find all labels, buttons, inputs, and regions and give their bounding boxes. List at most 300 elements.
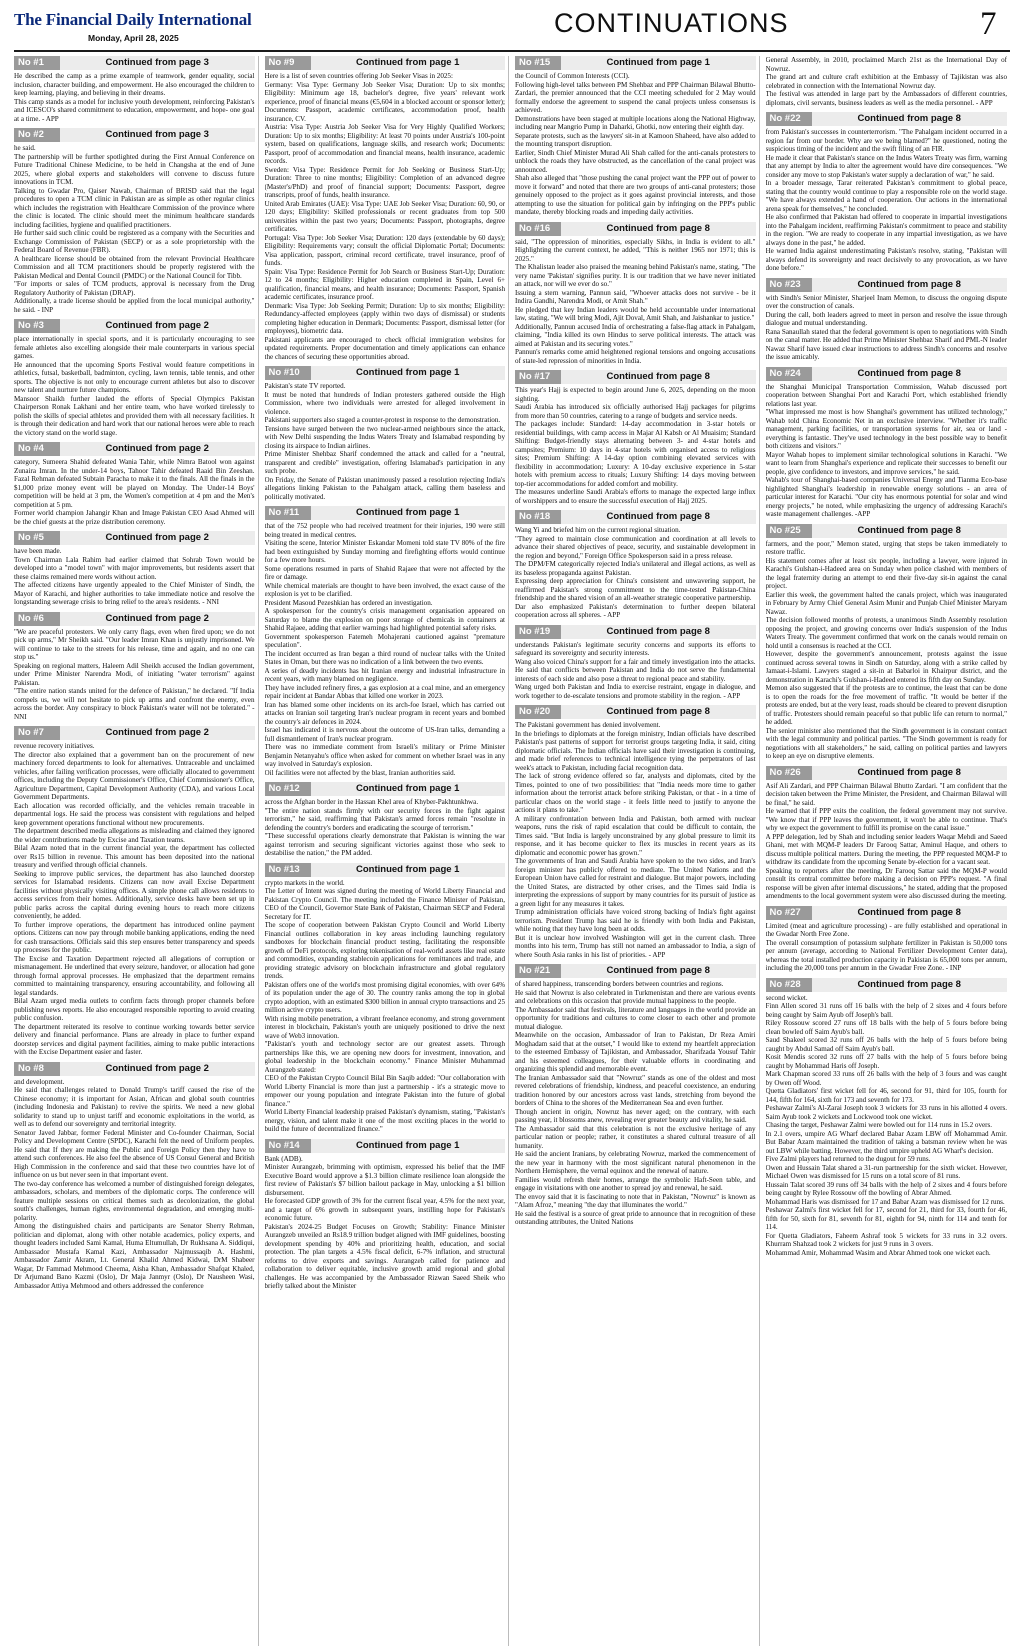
story-paragraph: Hussain Talat scored 39 runs off 34 balls with the help of 2 sixes and 4 fours before being caught by Rylee Rossouw off the bowling of Abrar Ahmed. <box>765 1180 1007 1197</box>
story-number: No #16 <box>515 222 561 236</box>
story-body <box>515 980 756 1227</box>
story-paragraph: It must be noted that hundreds of Indian protesters gathered outside the High Commission, where two individuals were arrested for alleged involvement in violence. <box>264 390 505 416</box>
story-paragraph: Senator Javed Jabbar, former Federal Minister and Co-founder Chairman, Social Policy and Development Centre (SPDC), Karachi felt the need of Uniform peoples. He said that If they are making the Public and Foreign Policy then they have to attend such conferences. He also feel the absence of US Consul General and British High Commission in the conference and said that these two countries have lot of influence on us but never seen in that important event. <box>14 1128 255 1179</box>
story-block <box>766 278 1008 362</box>
story-block <box>515 705 756 959</box>
story-paragraph: Wang also voiced China's support for a fair and timely investigation into the attacks. He said that conflicts between Pakistan and India do not serve the fundamental interests of each side and also pose a threat to regional peace and stability. <box>515 657 756 683</box>
columns-container <box>14 56 1010 1646</box>
story-paragraph: This camp stands as a model for inclusive youth development, reinforcing Pakistan's and ICESCO's shared commitment to education, empowerment, and hope- one goal at a time. - APP <box>14 97 255 123</box>
story-paragraph: Pannun's remarks come amid heightened regional tensions and ongoing accusations of state-led repression of minorities in India. <box>515 348 756 365</box>
story-paragraph: Memon also suggested that if the protests are to continue, the least that can be done is to open the roads for the free movement of traffic. "It would be better if the protests are ended, but at the very least, roads should be cleared to prevent disruption of traffic. Protesters should remain peaceful so that public life can return to normal," he added. <box>765 684 1008 726</box>
story-paragraph: Bilal Azam noted that in the current financial year, the department has collected over Rs15 billion in revenue. This amount has been deposited into the national treasury and verified through official channels. <box>14 844 255 869</box>
page-number: 7 <box>980 6 997 42</box>
story-body <box>766 383 1008 519</box>
story-paragraph: He also confirmed that Pakistan had offered to cooperate in impartial investigations into the Pahalgam incident, reaffirming Pakistan's commitment to peace and stability in the region. "We are ready to cooperate in any impartial investigation, as we have always done in the past," he added. <box>765 213 1007 247</box>
story-paragraph: Earlier, Sindh Chief Minister Murad Ali Shah called for the anti-canals protesters to unblock the roads they have obstructed, as the cancellation of the canal project was announced. <box>515 148 756 174</box>
story-number: No #10 <box>265 366 311 380</box>
story-block <box>515 964 756 1227</box>
story-paragraph: Bank (ADB). <box>264 1154 303 1163</box>
story-number: No #20 <box>515 705 561 719</box>
story-block <box>265 506 506 777</box>
story-body <box>515 526 756 620</box>
continued-from-label: Continued from page 2 <box>60 1062 255 1076</box>
story-paragraph: This year's Hajj is expected to begin around June 6, 2025, depending on the moon sighting. <box>515 386 756 403</box>
story-paragraph: Finn Allen scored 31 runs off 16 balls with the help of 2 sixes and 4 fours before being caught by Saim Ayub off Joseph's ball. <box>765 1002 1007 1019</box>
story-paragraph: The Excise and Taxation Department rejected all allegations of corruption or mismanagement. He underlined that every seizure, handover, or allocation had gone through formal approval processes. He emphasized that the department remains committed to maintaining transparency, ensuring accountability, and following all legal standards. <box>14 954 255 997</box>
story-paragraph: with Sindh's Senior Minister, Sharjeel Inam Memon, to discuss the ongoing dispute over the construction of canals. <box>765 293 1007 310</box>
continued-from-label: Continued from page 2 <box>60 612 255 626</box>
story-body <box>515 641 756 701</box>
story-paragraph: He further said such clinic could be registered as a company with the Securities and Exchange Commission of Pakistan (SECP) or as a sole proprietorship with the Federal Board of Revenue (FBR). <box>14 229 255 254</box>
story-paragraph: Chasing the target, Peshawar Zalmi were bowled out for 114 runs in 15.2 overs. <box>765 1121 993 1129</box>
story-paragraph: "They agreed to maintain close communication and coordination at all levels to advance their shared objectives of peace, security, and sustainable development in the region and beyond," Foreign Office Spokesperson said in a press release. <box>515 534 756 560</box>
story-paragraph: The affected citizens have urgently appealed to the Chief Minister of Sindh, the Mayor of Karachi, and higher authorities to take immediate notice and resolve the longstanding sewerage crisis to bring relief to the area's residents. - NNI <box>14 581 255 606</box>
story-paragraph: With rising mobile penetration, a vibrant freelance economy, and strong government interest in blockchain, Pakistan's youth are uniquely positioned to drive the next wave of Web3 innovation. <box>264 1014 505 1040</box>
story-number: No #11 <box>265 506 311 520</box>
story-paragraph: The Pakistani government has denied involvement. <box>515 721 661 729</box>
story-paragraph: Limited (meat and agriculture processing) - are fully established and operational in the Gwadar North Free Zone. <box>765 921 1007 938</box>
continued-from-label: Continued from page 3 <box>60 128 255 142</box>
story-header <box>265 366 506 380</box>
story-block <box>766 367 1008 519</box>
story-header <box>265 863 506 877</box>
story-paragraph: The two-day conference has welcomed a number of distinguished foreign delegates, ambassadors, scholars, and members of the diplomatic corps. The conference will feature multiple sessions on critical themes such as decolonization, the global south's challenges, human rights, environmental degradation, and emerging multi-polarity. <box>14 1179 255 1222</box>
story-paragraph: He made it clear that Pakistan's stance on the Indus Waters Treaty was firm, warning that any attempt by India to alter the agreement would have dire consequences. "We consider any move to stop Pakistan's water supply a declaration of war," he said. <box>765 153 1007 179</box>
story-body <box>14 144 255 314</box>
story-paragraph: Demonstrations have been staged at multiple locations along the National Highway, including near Mangrio Pump in Daharki, Ghotki, now entering their eighth day. <box>515 114 756 131</box>
story-paragraph: CEO of the Pakistan Crypto Council Bilal Bin Saqib added: "Our collaboration with World Liberty Financial is more than just a partnership - it's a strategic move to empower our young population and integrate Pakistan into the future of global finance." <box>264 1074 505 1108</box>
story-paragraph: To further improve operations, the department has introduced online payment options. Citizens can now pay through mobile banking applications, ending the need for cash transactions. Officials said this step ensures better transparency and speeds up processes for the public. <box>14 920 255 954</box>
continued-from-label: Continued from page 8 <box>812 112 1008 126</box>
story-paragraph: Former world champion Jahangir Khan and Image Pakistan CEO Asad Ahmed will be the chief guests at the prize distribution ceremony. <box>14 509 255 526</box>
story-block <box>14 319 255 437</box>
story-paragraph: The Iranian Ambassador said that "Nowruz" stands as one of the oldest and most revered celebrations of friendship, kindness, and peaceful coexistence, an enduring tradition honored by our ancestors across vast lands, stretching from beyond the borders of China to the shores of the Mediterranean Sea and even further. <box>515 1073 756 1107</box>
story-paragraph: The packages include: Standard: 14-day accommodation in 3-star hotels or residential buildings, with camp access in Majar Al Kabsh or Al Muaisim; Standard Shifting: Budget-friendly stays alternating between 3- and 4-star hotels and campsites; Premium: 10 days in 4-star hotels with organised access to religious sites; Premium Shifting: A 14-day option combining elevated services with flexibility in accommodation; Luxury: A 10-day exclusive experience in 5-star hotels with premium access to rituals; Luxury Shifting: 14 days moving between top-tier accommodations for added comfort and mobility. <box>515 420 756 488</box>
story-paragraph: A series of deadly incidents has hit Iranian energy and industrial infrastructure in recent years, with many blamed on negligence. <box>264 666 505 683</box>
story-header <box>515 964 756 978</box>
story-body <box>265 798 506 858</box>
story-paragraph: place internationally in special sports, and it is particularly encouraging to see female athletes also excelling alongside their male counterparts in various special games. <box>14 335 255 360</box>
story-block <box>265 366 506 501</box>
story-block <box>265 782 506 858</box>
story-body <box>766 128 1008 273</box>
story-number: No #17 <box>515 370 561 384</box>
story-number: No #6 <box>14 612 60 626</box>
continued-from-label: Continued from page 8 <box>561 625 756 639</box>
story-header <box>14 726 255 740</box>
story-paragraph: Mohammad Haris was dismissed for 17 and Babar Azam was dismissed for 12 runs. <box>765 1197 1005 1206</box>
story-paragraph: and development. <box>14 1077 65 1086</box>
story-header <box>14 319 255 333</box>
story-paragraph: The scope of cooperation between Pakistan Crypto Council and World Liberty Financial outlines collaboration in key areas including launching regulatory sandboxes for blockchain financial product testing, facilitating the responsible growth of DeFi protocols, exploring tokenisation of real-world assets like real estate and commodities, expanding stablecoin applications for remittances and trade, and providing strategic advisory on blockchain infrastructure and global regulatory trends. <box>264 921 505 980</box>
continued-from-label: Continued from page 8 <box>561 222 756 236</box>
story-header <box>265 56 506 70</box>
story-paragraph: Pakistani applicants are encouraged to check official immigration websites for updated requirements. Proper documentation and timely applications can enhance the chances of securing these opportunities abroad. <box>264 335 505 361</box>
story-number: No #22 <box>766 112 812 126</box>
story-header <box>14 612 255 626</box>
story-paragraph: Mark Chapman scored 33 runs off 26 balls with the help of 3 fours and was caught by Owen off Wood. <box>765 1070 1007 1087</box>
story-paragraph: The measures underline Saudi Arabia's efforts to manage the expected large influx of worshippers and to ensure the successful execution of Hajj 2025. <box>515 488 756 505</box>
continued-from-label: Continued from page 1 <box>311 366 506 380</box>
story-number: No #14 <box>265 1139 311 1153</box>
story-body <box>14 628 255 722</box>
story-paragraph: World Liberty Financial leadership praised Pakistan's dynamism, stating, "Pakistan's energy, vision, and talent make it one of the most exciting places in the world to build the future of decentralized finance." <box>264 1108 505 1133</box>
story-body <box>766 994 1008 1258</box>
story-paragraph: Shah also alleged that "those pushing the canal project want the PPP out of power to move it forward" and noted that there are two groups of anti-canal protesters; those genuinely opposed to the project as it goes against provincial interests, and those attempting to use the situation for political gain by infringing on the PPP's public mandate, thereby blocking roads and impeding daily activities. <box>515 174 756 216</box>
story-paragraph: "The entire nation stands firmly with our security forces in the fight against terrorism," he said, reaffirming that Pakistan's armed forces remain "resolute in defending the country's borders and eradicating the scourge of terrorism." <box>264 806 505 832</box>
story-paragraph: Some operations resumed in parts of Shahid Rajaee that were not affected by the fire or damage. <box>264 564 505 581</box>
story-body <box>265 382 506 501</box>
story-paragraph: "What impressed me most is how Shanghai's government has utilized technology," Wahab told China Economic Net in an exclusive interview. "Whether it's traffic management, parking facilities, or transportation systems for air, sea or land - everything is fantastic. They've used technology in the best possible way to benefit both citizens and visitors." <box>765 408 1007 450</box>
story-paragraph: Talking to Gwadar Pro, Qaiser Nawab, Chairman of BRISD said that the legal procedures to open a TCM clinic in Pakistan are as simple as other regular clinics which includes the registration with Healthcare Commission of the province where the clinic is located. The clinic should meet the minimum healthcare standards including facilities, hygiene and qualified practitioners. <box>14 186 255 229</box>
story-paragraph: Speaking on regional matters, Haleem Adil Sheikh accused the Indian government, under Prime Minister Narendra Modi, of initiating "water terrorism" against Pakistan. <box>14 661 255 687</box>
story-paragraph: of shared happiness, transcending borders between countries and regions. <box>515 980 724 988</box>
column-1 <box>14 56 259 1646</box>
story-block <box>265 1139 506 1291</box>
story-number: No #23 <box>766 278 812 292</box>
story-paragraph: Bilal Azam urged media outlets to confirm facts through proper channels before publishing news reports. He also encouraged responsible reporting to avoid creating public confusion. <box>14 997 255 1022</box>
story-number: No #8 <box>14 1062 60 1076</box>
story-paragraph: But it is unclear how involved Washington will get in the current clash. Three months into his term, Trump has still not named an ambassador to India, a sign of where South Asia ranks in his list of priorities. - APP <box>515 933 756 959</box>
story-header <box>766 112 1008 126</box>
story-paragraph: He forecasted GDP growth of 3% for the current fiscal year, 4.5% for the next year, and a target of 6% growth in subsequent years, instilling hope for Pakistan's economic future. <box>264 1197 505 1222</box>
continued-from-label: Continued from page 2 <box>60 319 255 333</box>
story-paragraph: Issuing a stern warning, Pannun said, "Whoever attacks does not survive - be it Indira Gandhi, Narendra Modi, or Amit Shah." <box>515 288 756 305</box>
story-paragraph: Wang Yi and briefed him on the current regional situation. <box>515 526 681 534</box>
continued-from-label: Continued from page 1 <box>311 56 506 70</box>
story-paragraph: "These successful operations clearly demonstrate that Pakistan is winning the war against terrorism and securing significant victories against those who seek to destabilise the nation," the PM added. <box>264 832 505 857</box>
story-paragraph: said, "The oppression of minorities, especially Sikhs, in India is evident to all." Highlighting the current context, he added, "This is neither 1965 nor 1971; this is 2025." <box>515 237 756 263</box>
story-number: No #12 <box>265 782 311 796</box>
story-paragraph: Saud Shakeel scored 32 runs off 26 balls with the help of 5 fours before being caught by Abdul Samad off Saim Ayub's ball. <box>765 1036 1007 1053</box>
story-paragraph: The decision followed months of protests, a unanimous Sindh Assembly resolution opposing the project, and growing concerns over India's suspension of the Indus Waters Treaty. The government confirmed that work on the canals would remain on hold until a consensus is reached at the CCI. <box>765 616 1007 650</box>
story-paragraph: the Shanghai Municipal Transportation Commission, Wahab discussed port cooperation between Shanghai Port and Karachi Port, which established friendly relations last year. <box>765 382 1007 408</box>
continued-from-label: Continued from page 8 <box>812 278 1008 292</box>
story-body <box>265 522 506 777</box>
story-block <box>265 863 506 1134</box>
story-header <box>515 222 756 236</box>
story-paragraph: "The entire nation stands united for the defence of Pakistan," he declared. "If India compels us, we will not hesitate to pick up arms and confront the enemy, even across the border. Any conspiracy to block Pakistan's water will not be tolerated." - NNI <box>14 687 255 721</box>
continued-from-label: Continued from page 8 <box>561 705 756 719</box>
story-paragraph: He described the camp as a prime example of teamwork, gender equality, social inclusion, character building, and empowerment. He also encouraged the children to keep learning, playing, and believing in their dreams. <box>14 72 255 97</box>
story-paragraph: Saudi Arabia has introduced six officially authorised Hajj packages for pilgrims from more than 50 countries, catering to a range of budgets and service needs. <box>515 403 756 420</box>
story-paragraph: The governments of Iran and Saudi Arabia have spoken to the two sides, and Iran's foreign minister has publicly offered to mediate. The United Nations and the European Union have called for restraint and dialogue. But major powers, including the United States, are distracted by other crises, and the Times said India is interpreting the expressions of support by many countries for its pursuit of justice as a green light for any measures it takes. <box>515 857 756 908</box>
story-paragraph: Sweden: Visa Type: Residence Permit for Job Seeking or Business Start-Up; Duration: Three to nine months; Eligibility: Completion of an advanced degree (Master's/PhD) and proof of financial support; Documents: Passport, degree transcripts, proof of funds, health insurance. <box>264 165 505 199</box>
story-paragraph: "For imports or sales of TCM products, approval is necessary from the Drug Regulatory Authority of Pakistan (DRAP). <box>14 280 255 297</box>
story-paragraph: A spokesperson for the country's crisis management organisation appeared on Saturday to blame the explosion on poor storage of chemicals in containers at Shahid Rajaee, adding that earlier warnings had highlighted potential safety risks. <box>264 607 505 632</box>
story-number: No #1 <box>14 56 60 70</box>
continued-from-label: Continued from page 3 <box>60 56 255 70</box>
story-paragraph: Five Zalmi players had returned to the dugout for 59 runs. <box>765 1155 931 1163</box>
story-body <box>14 742 255 1057</box>
story-paragraph: He warned that if PPP exits the coalition, the federal government may not survive. "We know that if PPP leaves the government, it won't be able to continue. That's why we expect the government to fulfill its promise on the canal issue." <box>765 807 1007 832</box>
story-paragraph: "Pakistan's youth and technology sector are our greatest assets. Through partnerships like this, we are opening new doors for investment, innovation, and global leadership in the blockchain economy." Finance Minister Muhammad Aurangzeb stated: <box>264 1040 505 1074</box>
story-paragraph: Following high-level talks between PM Shehbaz and PPP Chairman Bilawal Bhutto-Zardari, the premier announced that the CCI meeting scheduled for 2 May would formally endorse the agreement to suspend the canal projects unless consensus is achieved. <box>515 80 756 114</box>
story-number: No #9 <box>265 56 311 70</box>
story-block <box>515 56 756 217</box>
story-paragraph: Denmark: Visa Type: Job Seeking Permit; Duration: Up to six months; Eligibility: Redundancy-affected employees (apply within two days of dismissal) or students completing higher education in Denmark; Documents: Passport, dismissal letter (for employees), biometric data. <box>264 301 505 335</box>
story-paragraph: Germany: Visa Type: Germany Job Seeker Visa; Duration: Up to six months; Eligibility: Minimum age 18, bachelor's degree, five years' relevant work experience, proof of financial means (€5,604 in a blocked account or sponsor letter); Documents: Passport, academic certificates, accommodation proof, health insurance, CV. <box>264 80 505 123</box>
story-block <box>14 128 255 314</box>
story-body <box>515 72 756 217</box>
continued-from-label: Continued from page 2 <box>60 726 255 740</box>
masthead <box>0 0 1022 52</box>
story-body <box>14 458 255 526</box>
story-number: No #3 <box>14 319 60 333</box>
story-number: No #18 <box>515 510 561 524</box>
story-block <box>515 625 756 701</box>
story-paragraph: Among the distinguished chairs and participants are Senator Sherry Rehman, politician and diplomat, along with other notable academics, policy experts, and thought leaders included Sami Kamal, Huma Eltumullah, Dr Rukhsana A. Siddiqui, Ambassador Mustafa Kamal Kazi, Ambassador Najmussaqib A. Hashmi, Ambassador Zamir Akram, Lt. General Khalid Ahmed Kidwai, DrM Shabeer Wagar, Dr Fammad Mehmood Cheema, Aisha Khan, Ambassador Shafqat Khaled, Dr Arjumand Bano Kazmi (Oslo), Dr Maja Janmyr (Oslo), Dr Nausheen Wasi, Ambassador Attiya Mehmood and others addressed the conference <box>14 1222 255 1290</box>
column-4 <box>766 56 1011 1646</box>
story-paragraph: Iran has blamed some other incidents on its arch-foe Israel, which has carried out attacks on Iranian soil targeting Iran's nuclear program in recent years and bombed the country's air defences in 2024. <box>264 700 505 726</box>
story-paragraph: There was no immediate comment from Israeli's military or Prime Minister Benjamin Netanyahu's office when asked for comment on whether Israel was in any way involved in Saturday's explosion. <box>264 743 505 768</box>
story-paragraph: Israel has indicated it is nervous about the outcome of US-Iran talks, demanding a full dismantlement of Iran's nuclear program. <box>264 726 505 743</box>
story-paragraph: Dar also emphasized Pakistan's determination to further deepen bilateral cooperation across all spheres. - APP <box>515 602 756 619</box>
story-paragraph: The overall consumption of potassium sulphate fertilizer in Pakistan is 50,000 tons per annum (average, according to National Fertilizer Development Center data), whereas the total installed production capacity in Pakistan is 65,000 tons per annum, including the 20,000 tons per annum in the Gwadar Free Zone. - INP <box>765 938 1007 972</box>
story-paragraph: Seeking to improve public services, the department has also launched doorstep services for Islamabad residents. Citizens can now avail Excise Department facilities without physically visiting offices. A simple phone call allows residents to access services from their homes. Additionally, service desks have been set up in public parks across the capital during evening hours to reach more citizens conveniently, he added. <box>14 869 255 920</box>
continued-from-label: Continued from page 8 <box>812 367 1008 381</box>
story-paragraph: he said. <box>14 144 36 152</box>
story-paragraph: Wahab's tour of Shanghai-based companies Universal Energy and Tianma Eco-base highlighted Shanghai's leadership in renewable energy solutions - an area of particular interest for Karachi. "Our city has enormous potential for solar and wind energy projects," he noted, while emphasizing the urgency of addressing Karachi's waste management challenges. -APP <box>765 476 1007 518</box>
issue-date: Monday, April 28, 2025 <box>88 33 179 43</box>
story-block <box>14 726 255 1057</box>
story-body <box>14 72 255 123</box>
story-paragraph: Each allocation was recorded officially, and the vehicles remain traceable in departmental logs. He said the process was consistent with regulations and helped keep government operations functional without new procurements. <box>14 801 255 827</box>
story-header <box>766 766 1008 780</box>
story-paragraph: Rana Sanaullah stated that the federal government is open to negotiations with Sindh on the canal matter. He added that Prime Minister Shehbaz Sharif and PML-N leader Nawaz Sharif have issued clear instructions to address Sindh's concerns and resolve the issue amicably. <box>765 327 1007 361</box>
story-block <box>766 978 1008 1258</box>
story-paragraph: The director also explained that a government ban on the procurement of new machinery forced departments to look for alternatives. Untraceable and unclaimed vehicles, after failing verification processes, were officially allocated to government offices, including the Deputy Commissioner's Office, Chief Commissioner's Office, Agriculture Department, Capital Development Authority (CDA), and various Local Government Departments. <box>14 750 255 801</box>
story-body <box>766 294 1008 362</box>
story-header <box>265 506 506 520</box>
story-number: No #19 <box>515 625 561 639</box>
story-header <box>766 278 1008 292</box>
story-paragraph: Meanwhile on the occasion, Ambassador of Iran to Pakistan, Dr Reza Amiri Moghadam said that at the outset," I would like to extend my heartfelt appreciation to the esteemed Embassy of Tajikistan, and Ambassador, Sharifzada Yousuf Tahir and his esteemed colleagues, for their valuable efforts in coordinating and organizing this splendid and memorable event. <box>515 1031 756 1073</box>
story-paragraph: The incident occurred as Iran began a third round of nuclear talks with the United States in Oman, but there was no indication of a link between the two events. <box>264 649 505 666</box>
story-paragraph: understands Pakistan's legitimate security concerns and supports its efforts to safeguard its sovereignty and security interests. <box>515 640 756 657</box>
story-paragraph: Pakistan's 2024-25 Budget Focuses on Growth; Stability: Finance Minister Aurangzeb unveiled an Rs18.9 trillion budget aligned with IMF guidelines, boosting development spending by 40% and prioritizing health, education, and social protection. The plan targets a 4.5% fiscal deficit, 6-7% inflation, and structural reforms to drive exports and savings. Aurangzeb called for patience and collaboration to deliver equitable, inclusive growth amid regional and global challenges. He was accompanied by the Ambassador Rizwan Saeed Sheik who briefly talked about the Minister <box>264 1222 505 1290</box>
story-paragraph: revenue recovery initiatives. <box>14 742 95 750</box>
story-paragraph: General Assembly, in 2010, proclaimed March 21st as the International Day of Nowruz. <box>765 56 1007 73</box>
column-2 <box>265 56 510 1646</box>
story-paragraph: Mansoor Shaikh further lauded the efforts of Special Olympics Pakistan Chairperson Ronak Lakhani and her entire team, who have worked tirelessly to polish the skills of special athletes and provided them with all necessary facilities. It is through their dedication and hard work that our national heroes were able to reach the victory stand on the world stage. <box>14 394 255 437</box>
story-paragraph: "We are peaceful protesters. We only carry flags, even when fired upon; we do not pick up arms," Mr Sheikh said. "Our leader Imran Khan is unjustly imprisoned. We will continue to take to the streets for his release, time and again, and no one can stop us." <box>14 627 255 661</box>
masthead-left <box>14 10 252 43</box>
story-paragraph: Riley Rossouw scored 27 runs off 18 balls with the help of 5 fours before being clean bowled off Saim Ayub's ball. <box>765 1019 1007 1036</box>
continued-from-label: Continued from page 1 <box>561 56 756 70</box>
continued-from-label: Continued from page 1 <box>311 1139 506 1153</box>
story-paragraph: A military confrontation between India and Pakistan, both armed with nuclear weapons, runs the risk of rapid escalation that could be difficult to contain, the Times said. "But India is largely unconstrained by any global pressure to limit its response, and it has become quicker to flex its muscles in recent years as its diplomatic and economic power has grown." <box>515 814 756 857</box>
story-paragraph: from Pakistan's successes in counterterrorism. "The Pahalgam incident occurred in a region far from our border. Why are we being blamed?" he questioned, noting the suspicious timing of the incident and the swift filing of an FIR. <box>765 128 1007 153</box>
story-paragraph: that of the 752 people who had received treatment for their injuries, 190 were still being treated in medical centres. <box>264 522 505 539</box>
story-paragraph: In the briefings to diplomats at the foreign ministry, Indian officials have described Pakistan's past patterns of support for terrorist groups targeting India, it said, citing diplomatic officials. The Indian officials have said their investigation is continuing, and made brief references to technical intelligence tying the perpetrators of last week's attack to Pakistan, including facial recognition data. <box>515 729 756 772</box>
continued-from-label: Continued from page 2 <box>60 442 255 456</box>
story-paragraph: Tensions have surged between the two nuclear-armed neighbours since the attack, with New Delhi suspending the Indus Waters Treaty and Islamabad responding by closing its airspace to Indian airlines. <box>264 424 505 450</box>
story-paragraph: They have included refinery fires, a gas explosion at a coal mine, and an emergency repair incident at Bandar Abbas that killed one worker in 2023. <box>264 683 505 700</box>
story-header <box>766 524 1008 538</box>
story-header <box>515 370 756 384</box>
story-paragraph: category, Sumeera Shahid defeated Wania Tahir, while Nimra Batool won against Zunaira Imran. In the under-14 boys, Tahoor Tahir defeated Raaid Bin Zeeshan. Fazal Rehman defeated Subtain Paracha to make it to the finals. All the finals in the $1,000 prize money event will be played on Monday. The Under-14 Boys' competition will be held at 3 pm, the Women's competition at 4 pm and the Men's competition at 5 pm. <box>14 458 255 509</box>
story-number: No #7 <box>14 726 60 740</box>
story-number: No #15 <box>515 56 561 70</box>
story-header <box>515 705 756 719</box>
story-paragraph: The festival was attended in large part by the Ambassadors of different countries, diplomats, civil servants, business leaders as well as the media personnel. - APP <box>765 90 1007 107</box>
story-number: No #5 <box>14 531 60 545</box>
story-block <box>766 524 1008 761</box>
story-paragraph: The Ambassador said that festivals, literature and languages in the world provide an opportunity for traditions and cultures to come closer to each other and promote mutual dialogue. <box>515 1005 756 1031</box>
column-3 <box>515 56 760 1646</box>
story-header <box>515 56 756 70</box>
story-paragraph: crypto markets in the world. <box>264 878 345 887</box>
continued-from-label: Continued from page 1 <box>311 782 506 796</box>
story-number: No #24 <box>766 367 812 381</box>
story-paragraph: The partnership will be further spotlighted during the First Annual Conference on Future Traditional Chinese Medicine, to be held in Changsha at the end of June 2025, where global experts and stakeholders will convene to discuss future innovations in TCM. <box>14 152 255 186</box>
story-block <box>766 56 1008 107</box>
story-paragraph: Austria: Visa Type: Austria Job Seeker Visa for Very Highly Qualified Workers; Duration: Up to six months; Eligibility: At least 70 points under Austria's 100-point system, based on qualifications, language skills, and research work; Documents: Passport, proof of accommodation and financial means, health insurance, academic records. <box>264 123 505 165</box>
story-number: No #27 <box>766 906 812 920</box>
story-body <box>265 1155 506 1291</box>
story-paragraph: Owen and Hussain Talat shared a 31-run partnership for the sixth wicket. However, Michael Owen was dismissed for 15 runs on a total score of 81 runs. <box>765 1163 1007 1180</box>
newspaper-name: The Financial Daily International <box>14 10 252 29</box>
story-paragraph: The grand art and culture craft exhibition at the Embassy of Tajikistan was also celebrated in connection with the International Nowruz day. <box>765 73 1007 90</box>
story-paragraph: Wang urged both Pakistan and India to exercise restraint, engage in dialogue, and work together to de-escalate tensions and promote stability in the region. - APP <box>515 683 756 700</box>
story-paragraph: During the call, both leaders agreed to meet in person and resolve the issue through dialogue and mutual understanding. <box>765 310 1007 327</box>
story-body <box>265 879 506 1134</box>
story-paragraph: have been made. <box>14 547 62 555</box>
story-paragraph: Separate protests, such as the lawyers' sit-in at Kamoon Shaheed, have also added to the mounting transport disruption. <box>515 131 756 148</box>
story-header <box>265 782 506 796</box>
story-paragraph: The senior minister also mentioned that the Sindh government is in constant contact with the legal community and political parties. "The Sindh government is ready for negotiations with all stakeholders," he said, calling on political parties and lawyers to keep an eye on disruptive elements. <box>765 726 1007 760</box>
masthead-rule <box>14 50 1010 52</box>
story-block <box>14 442 255 526</box>
story-paragraph: The Khalistan leader also praised the meaning behind Pakistan's name, stating, "The very name 'Pakistan' signifies purity. It is our tradition that we have never initiated an attack, nor will we ever do so." <box>515 263 756 288</box>
story-header <box>766 906 1008 920</box>
story-header <box>515 510 756 524</box>
story-paragraph: Mayor Wahab hopes to implement similar technological solutions in Karachi. "We want to learn from Shanghai's experience and replicate their successes to benefit our people, give confidence to investors, and improve services," he said. <box>765 450 1007 476</box>
story-paragraph: Peshawar Zalmi's Al-Zarai Joseph took 3 wickets for 33 runs in his allotted 4 overs. Saim Ayub took 2 wickets and Lockwood took one wicket. <box>765 1104 1007 1121</box>
section-title: CONTINUATIONS <box>554 8 789 38</box>
story-header <box>265 1139 506 1153</box>
story-paragraph: A healthcare license should be obtained from the relevant Provincial Healthcare Commission and all TCM practitioners should be properly registered with the Pakistan Medical and Dental Council (PMDC) or the National Council for Tibb. <box>14 254 255 280</box>
story-paragraph: Though ancient in origin, Nowruz has never aged; on the contrary, with each passing year, it blossoms anew, revealing ever greater beauty and vitality, he said. <box>515 1107 756 1124</box>
story-paragraph: However, despite the government's announcement, protests against the issue continued across several towns in Sindh on Saturday, along with a strike called by Jamaat-i-Islami. Lawyers staged a sit-in at Babarloi in Khairpur district, and the demonstration in Karachi's Gulshan-i-Hadeed entered its fifth day on Sunday. <box>765 650 1007 684</box>
story-paragraph: President Masoud Pezeshkian has ordered an investigation. <box>264 598 433 607</box>
story-paragraph: He said that Nowruz is also celebrated in Turkmenistan and there are various events and celebrations on this occasion that provide mutual happiness to the people. <box>515 988 756 1005</box>
story-body <box>515 238 756 366</box>
continued-from-label: Continued from page 8 <box>812 978 1008 992</box>
story-number: No #28 <box>766 978 812 992</box>
story-paragraph: In a broader message, Tarar reiterated Pakistan's commitment to global peace, stating that the country would continue to play a responsible role on the world stage. "We have always extended a hand of cooperation. Our actions in the international arena speak for themselves," he concluded. <box>765 179 1007 213</box>
story-paragraph: across the Afghan border in the Hassan Khel area of Khyber-Pakhtunkhwa. <box>264 798 479 806</box>
story-paragraph: Visiting the scene, Interior Minister Eskandar Momeni told state TV 80% of the fire had been extinguished by Sunday morning and firefighting efforts would continue for a few more hours. <box>264 539 505 564</box>
story-body <box>265 72 506 361</box>
story-paragraph: Portugal: Visa Type: Job Seeker Visa; Duration: 120 days (extendable by 60 days); Eligibility: Requirements vary; consult the official Diplomatic Portal; Documents: Visa application, passport, criminal record certificate, travel insurance, proof of funds. <box>264 233 505 267</box>
story-paragraph: He warned India against underestimating Pakistan's resolve, stating, "Pakistan will always defend its sovereignty and react decisively to any provocation, as we have done before." <box>765 247 1007 272</box>
story-number: No #13 <box>265 863 311 877</box>
story-paragraph: Pakistani supporters also staged a counter-protest in response to the demonstration. <box>264 416 501 424</box>
story-paragraph: While chemical materials are thought to have been involved, the exact cause of the explosion is yet to be clarified. <box>264 581 505 598</box>
continued-from-label: Continued from page 8 <box>561 964 756 978</box>
story-paragraph: Trump administration officials have voiced strong backing of India's fight against terrorism. President Trump has said he is friendly with both India and Pakistan, while noting that they have long been at odds. <box>515 908 756 933</box>
story-body <box>14 1078 255 1291</box>
story-paragraph: Additionally, a trade license should be applied from the local municipal authority," he said. - INP <box>14 297 255 314</box>
story-number: No #21 <box>515 964 561 978</box>
story-paragraph: He said the ancient Iranians, by celebrating Nowruz, marked the commencement of the new year in harmony with the most significant natural phenomenon in the Northern Hemisphere, the vernal equinox and the renewal of nature. <box>515 1150 756 1175</box>
story-block <box>766 906 1008 973</box>
story-number: No #4 <box>14 442 60 456</box>
story-block <box>14 56 255 123</box>
story-paragraph: In 2.1 overs, umpire AG Wharf declared Babar Azam LBW off Mohammad Amir. But Babar Azam maintained the tradition of taking a batsman review when he was out LBW while batting. However, the third umpire upheld AG Wharf's decision. <box>765 1129 1007 1155</box>
story-paragraph: Asif Ali Zardari, and PPP Chairman Bilawal Bhutto Zardari. "I am confident that the decision taken between the Prime Minister, the President, and Chairman Bilawal will be final," he said. <box>765 781 1007 807</box>
continued-from-label: Continued from page 8 <box>561 370 756 384</box>
story-block <box>14 1062 255 1291</box>
story-body <box>766 56 1008 107</box>
story-paragraph: Earlier this week, the government halted the canals project, which was inaugurated in February by Army Chief General Asim Munir and Punjab Chief Minister Maryam Nawaz. <box>765 590 1007 616</box>
story-paragraph: Families would refresh their homes, arrange the symbolic Haft-Seen table, and engage in visitations with one another to spread joy and renewal, he said. <box>515 1175 756 1192</box>
story-paragraph: The lack of strong evidence offered so far, analysts and diplomats, cited by the Times, pointed to one of two possibilities: that "India needs more time to gather information about the terrorist attack before striking Pakistan, or that - in a time of particular chaos on the world stage - it feels little need to justify to anyone the actions it plans to take." <box>515 772 756 814</box>
story-body <box>766 922 1008 973</box>
continued-from-label: Continued from page 8 <box>812 766 1008 780</box>
story-header <box>14 531 255 545</box>
story-block <box>515 370 756 505</box>
story-header <box>14 56 255 70</box>
story-paragraph: The department described media allegations as misleading and claimed they ignored the wider contributions made by Excise and Taxation teams. <box>14 827 255 844</box>
story-paragraph: Kosit Mendis scored 32 runs off 27 balls with the help of 5 fours before being caught by Mohammad Haris off Joseph. <box>765 1053 1007 1070</box>
story-paragraph: Spain: Visa Type: Residence Permit for Job Search or Business Start-Up; Duration: 12 to 24 months; Eligibility: Higher education completed in Spain, Level 6+ qualification, financial means, and health insurance; Documents: Passport, Spanish academic certificates, insurance proof. <box>264 267 505 301</box>
story-block <box>515 510 756 620</box>
story-paragraph: Mohammad Amir, Mohammad Wasim and Abrar Ahmed took one wicket each. <box>765 1248 991 1257</box>
story-paragraph: He announced that the upcoming Sports Festival would feature competitions in athletics, futsal, basketball, badminton, cycling, lawn tennis, table tennis, and other sports. The objective is not only to encourage current athletes but also to discover new talent and nurture future champions. <box>14 360 255 394</box>
story-header <box>766 367 1008 381</box>
story-paragraph: United Arab Emirates (UAE): Visa Type: UAE Job Seeker Visa; Duration: 60, 90, or 120 days; Eligibility: Skilled professionals or recent graduates from top 500 universities within the past two years; Documents: Passport, photographs, degree certificates. <box>264 199 505 233</box>
story-header <box>515 625 756 639</box>
story-block <box>766 766 1008 901</box>
story-number: No #26 <box>766 766 812 780</box>
story-paragraph: For Quetta Gladiators, Faheem Ashraf took 5 wickets for 33 runs in 3.2 overs. Khurram Shahzad took 2 wickets for just 9 runs in 3 overs. <box>765 1231 1007 1248</box>
story-paragraph: second wicket. <box>765 993 808 1002</box>
story-paragraph: Quetta Gladiators' first wicket fell for 46, second for 91, third for 105, fourth for 144, fifth for 164, sixth for 173 and seventh for 173. <box>765 1087 1007 1104</box>
story-paragraph: The envoy said that it is fascinating to note that in Pakistan, "Nowruz" is known as "Alam Afroz," meaning "the day that illuminates the world." <box>515 1192 756 1209</box>
story-paragraph: Here is a list of seven countries offering Job Seeker Visas in 2025: <box>264 72 453 80</box>
continued-from-label: Continued from page 2 <box>60 531 255 545</box>
story-paragraph: On Friday, the Senate of Pakistan unanimously passed a resolution rejecting India's allegations linking Pakistan to the Pahalgam attack, calling them baseless and politically motivated. <box>264 475 505 501</box>
continued-from-label: Continued from page 8 <box>561 510 756 524</box>
story-body <box>766 540 1008 761</box>
story-paragraph: the Council of Common Interests (CCI). <box>515 72 630 80</box>
story-paragraph: His statement comes after at least six people, including a lawyer, were injured in Karachi's Gulshan-i-Hadeed area on Sunday when police clashed with members of the legal fraternity during an attempt to end their five-day sit-in against the canal project. <box>765 556 1007 590</box>
story-body <box>14 547 255 607</box>
story-paragraph: He said the festival is a source of great pride to announce that in recognition of these outstanding attributes, the United Nations <box>515 1209 756 1226</box>
story-header <box>14 128 255 142</box>
story-paragraph: Speaking to reporters after the meeting, Dr Farooq Sattar said the MQM-P would consult its central committee before making a decision on PPP's request. "A final response will be given after internal discussions," he stated, adding that the proposed amendments to the local government system were also discussed during the meeting. <box>765 866 1007 900</box>
story-paragraph: A PPP delegation, led by Shah and including senior leaders Waqar Mehdi and Saeed Ghani, met with MQM-P leaders Dr Farooq Sattar, Aminul Haque, and others to discuss multiple political matters. During the meeting, the PPP requested MQM-P to withdraw its candidate from the upcoming Senate by-election for a vacant seat. <box>765 832 1007 866</box>
story-paragraph: He pledged that key Indian leaders would be held accountable under international law, stating, "We will bring Modi, Ajit Doval, Amit Shah, and Jaishankar to justice." <box>515 305 756 322</box>
continued-from-label: Continued from page 1 <box>311 506 506 520</box>
story-number: No #2 <box>14 128 60 142</box>
story-paragraph: Peshawar Zalmi's first wicket fell for 17, second for 21, third for 33, fourth for 46, fifth for 50, sixth for 81, seventh for 81, eighth for 94, ninth for 114 and tenth for 114. <box>765 1206 1007 1231</box>
story-paragraph: The Letter of Intent was signed during the meeting of World Liberty Financial and Pakistan Crypto Council. The meeting included the Finance Minister of Pakistan, CEO of the Council, Governor State Bank of Pakistan, Chairman SECP and Federal Secretary for IT. <box>264 887 505 921</box>
story-header <box>766 978 1008 992</box>
story-paragraph: The Ambassador said that this celebration is not the exclusive heritage of any particular nation or people; rather, it constitutes a shared cultural treasure of all humanity. <box>515 1124 756 1150</box>
story-paragraph: farmers, and the poor," Memon stated, urging that steps be taken immediately to restore traffic. <box>765 539 1007 556</box>
story-body <box>14 335 255 437</box>
story-paragraph: Pakistan's state TV reported. <box>264 382 346 390</box>
story-body <box>515 721 756 959</box>
story-paragraph: Pakistan offers one of the world's most promising digital economies, with over 64% of its population under the age of 30. The country ranks among the top in global crypto adoption, with an estimated $300 billion in annual crypto transactions and 25 million active crypto users. <box>264 980 505 1014</box>
story-paragraph: Town Chairman Lala Rahim had earlier claimed that Sohrab Town would be developed into a "model town" with major improvements, but residents assert that these claims remained mere words without action. <box>14 555 255 581</box>
story-block <box>515 222 756 366</box>
story-paragraph: Prime Minister Shehbaz Sharif condemned the attack and called for a "neutral, transparent and credible" investigation, offering Islamabad's participation in any such probe. <box>264 450 505 475</box>
